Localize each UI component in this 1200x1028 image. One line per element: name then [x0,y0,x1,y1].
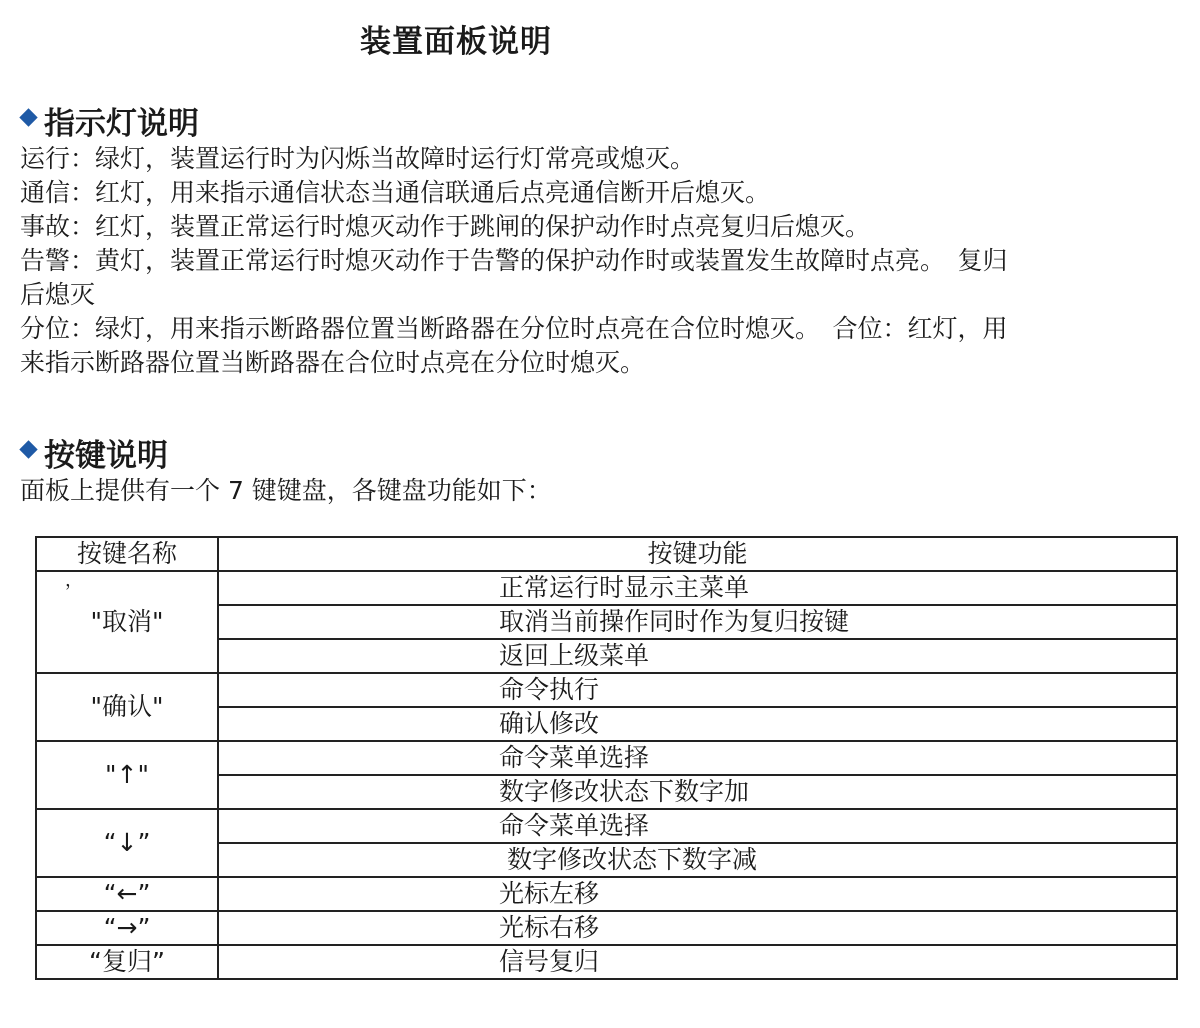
key-function: 命令执行 [218,673,1177,707]
header-key-function: 按键功能 [218,537,1177,571]
key-function: 命令菜单选择 [218,809,1177,843]
indicator-heading-text: 指示灯说明 [44,106,199,142]
key-name-confirm: "确认" [36,673,218,741]
key-name-left: “←” [36,877,218,911]
key-name-up: "↑" [36,741,218,809]
key-function: 返回上级菜单 [218,639,1177,673]
key-function: 命令菜单选择 [218,741,1177,775]
key-function: 数字修改状态下数字加 [218,775,1177,809]
diamond-bullet-icon [19,440,37,458]
key-function: 信号复归 [218,945,1177,979]
key-name-reset: “复归” [36,945,218,979]
table-row [36,945,1177,979]
indicator-line-alarm-cont: 后熄灭 [20,280,96,309]
indicator-line-open: 分位：绿灯，用来指示断路器位置当断路器在分位时点亮在合位时熄灭。 合位：红灯，用 [20,314,1008,343]
key-name-down: “↓” [36,809,218,877]
key-function: 正常运行时显示主菜单 [218,571,1177,605]
indicator-line-comm: 通信：红灯，用来指示通信状态当通信联通后点亮通信断开后熄灭。 [20,178,771,207]
table-row [36,571,1177,605]
key-function: 数字修改状态下数字减 [218,843,1177,877]
keys-section-heading [22,430,168,475]
header-key-name: 按键名称 [36,537,218,571]
key-function: 光标右移 [218,911,1177,945]
table-row [36,673,1177,707]
key-name-cancel: ， "取消" [36,571,218,673]
key-name-right: “→” [36,911,218,945]
indicator-line-fault: 事故：红灯，装置正常运行时熄灭动作于跳闸的保护动作时点亮复归后熄灭。 [20,212,871,241]
indicator-line-open-cont: 来指示断路器位置当断路器在合位时点亮在分位时熄灭。 [20,348,646,377]
indicator-description [20,142,1165,380]
table-row [36,741,1177,775]
indicator-section-heading [22,98,199,143]
indicator-line-run: 运行：绿灯，装置运行时为闪烁当故障时运行灯常亮或熄灭。 [20,144,696,173]
diamond-bullet-icon [19,108,37,126]
table-row [36,911,1177,945]
key-function: 光标左移 [218,877,1177,911]
table-row [36,809,1177,843]
key-function: 确认修改 [218,707,1177,741]
keys-heading-text: 按键说明 [44,438,168,474]
table-header-row [36,537,1177,571]
keys-intro: 面板上提供有一个 7 键键盘，各键盘功能如下： [20,476,552,505]
key-function-table [35,536,1178,980]
indicator-line-alarm: 告警：黄灯，装置正常运行时熄灭动作于告警的保护动作时或装置发生故障时点亮。 复归 [20,246,1008,275]
stray-mark: ， [65,570,83,591]
table-row [36,877,1177,911]
key-function: 取消当前操作同时作为复归按键 [218,605,1177,639]
page-title: 装置面板说明 [360,24,552,60]
